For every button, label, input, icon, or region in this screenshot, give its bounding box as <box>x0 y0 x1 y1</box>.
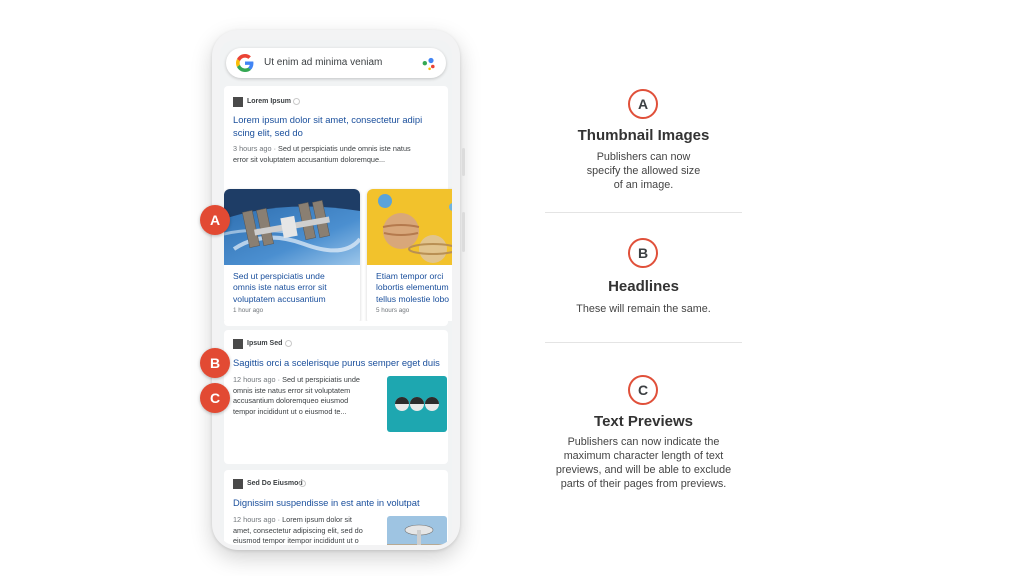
info-icon[interactable] <box>293 98 300 105</box>
info-icon[interactable] <box>285 340 292 347</box>
publisher-name: Sed Do Eiusmod <box>247 480 303 487</box>
feature-letter: C <box>628 375 658 405</box>
divider <box>545 212 742 213</box>
space-station-thumbnail <box>224 189 360 265</box>
feature-title: Text Previews <box>594 413 693 430</box>
divider <box>545 342 742 343</box>
phone-mockup <box>212 30 460 550</box>
publisher-name: Ipsum Sed <box>247 340 283 347</box>
headline[interactable]: Dignissim suspendisse in est ante in volutpat <box>233 497 420 508</box>
badge-b: B <box>200 348 230 378</box>
description-line: Publishers can now <box>596 151 691 163</box>
publisher-logo <box>233 339 243 349</box>
timestamp: 3 hours ago · <box>233 144 279 153</box>
feature-title: Thumbnail Images <box>577 127 710 144</box>
carousel-card-1[interactable] <box>224 189 360 321</box>
phone-button <box>462 148 465 176</box>
feature-thumbnail-images <box>545 89 742 199</box>
feature-letter: B <box>628 238 658 268</box>
planets-thumbnail <box>367 189 452 265</box>
headline-line: Sed ut perspiciatis unde <box>233 271 325 281</box>
badge-a: A <box>200 205 230 235</box>
snippet-line: amet, consectetur adipiscing elit, sed do <box>233 525 363 535</box>
feature-description <box>545 302 742 316</box>
news-card-3[interactable] <box>224 470 448 545</box>
moon-phases-thumbnail <box>387 376 447 432</box>
search-bar[interactable] <box>226 48 446 78</box>
headline-line: Lorem ipsum dolor sit amet, consectetur adipi <box>233 114 423 125</box>
timestamp: 12 hours ago · <box>233 515 283 524</box>
timestamp: 5 hours ago <box>376 307 410 314</box>
carousel-headline[interactable] <box>233 271 353 305</box>
news-card-2[interactable] <box>224 330 448 464</box>
text-preview <box>233 515 388 545</box>
snippet-line: error sit voluptatem accusantium doloremque... <box>233 154 386 164</box>
description-line: specify the allowed size <box>586 165 701 177</box>
headline-line: lobortis elementum <box>376 282 449 293</box>
description-line: Publishers can now indicate the <box>567 436 720 448</box>
satellite-dish-thumbnail <box>387 516 447 545</box>
snippet-line: eiusmod tempor itempor incididunt ut o <box>233 536 359 545</box>
google-logo-icon <box>236 54 254 72</box>
feature-letter: A <box>628 89 658 119</box>
publisher-logo <box>233 479 243 489</box>
feature-description <box>545 435 742 491</box>
phone-screen <box>220 40 452 545</box>
snippet-line: Sed ut perspiciatis unde <box>282 375 360 384</box>
snippet-line: omnis iste natus error sit voluptatem <box>233 385 351 395</box>
description-line: parts of their pages from previews. <box>560 478 727 490</box>
carousel-headline[interactable] <box>376 271 452 305</box>
snippet-line: accusantium doloremqueo eiusmod <box>233 396 349 405</box>
timestamp: 1 hour ago <box>233 307 264 314</box>
feature-headlines <box>545 238 742 328</box>
publisher-logo <box>233 97 243 107</box>
text-preview <box>233 144 445 165</box>
headline-line: omnis iste natus error sit <box>233 282 327 293</box>
headline-line: Etiam tempor orci <box>376 271 444 281</box>
phone-button <box>462 212 465 252</box>
snippet-line: Lorem ipsum dolor sit <box>282 515 352 524</box>
image-carousel[interactable] <box>224 183 452 321</box>
headline[interactable]: Sagittis orci a scelerisque purus semper eget duis <box>233 357 440 368</box>
description-line: maximum character length of text <box>563 450 724 462</box>
headline-line: voluptatem accusantium <box>233 293 326 304</box>
description-line: of an image. <box>613 179 674 191</box>
google-assistant-icon[interactable] <box>420 56 436 72</box>
badge-c: C <box>200 383 230 413</box>
headline[interactable] <box>233 113 422 139</box>
description-line: previews, and will be able to exclude <box>555 464 732 476</box>
headline-line: scing elit, sed do <box>233 127 303 138</box>
headline-line: tellus molestie lobo <box>376 293 450 304</box>
text-preview <box>233 375 383 417</box>
publisher-name: Lorem Ipsum <box>247 98 291 105</box>
feature-title: Headlines <box>608 278 679 295</box>
info-icon[interactable] <box>299 480 306 487</box>
feature-description <box>545 150 742 192</box>
description-line: These will remain the same. <box>576 303 711 315</box>
snippet-line: Sed ut perspiciatis unde omnis iste natus <box>278 144 411 153</box>
feature-text-previews <box>545 375 742 505</box>
carousel-card-2[interactable] <box>367 189 452 321</box>
snippet-line: tempor incididunt ut o eiusmod te... <box>233 406 347 416</box>
search-input[interactable]: Ut enim ad minima veniam <box>264 57 383 68</box>
timestamp: 12 hours ago · <box>233 375 283 384</box>
